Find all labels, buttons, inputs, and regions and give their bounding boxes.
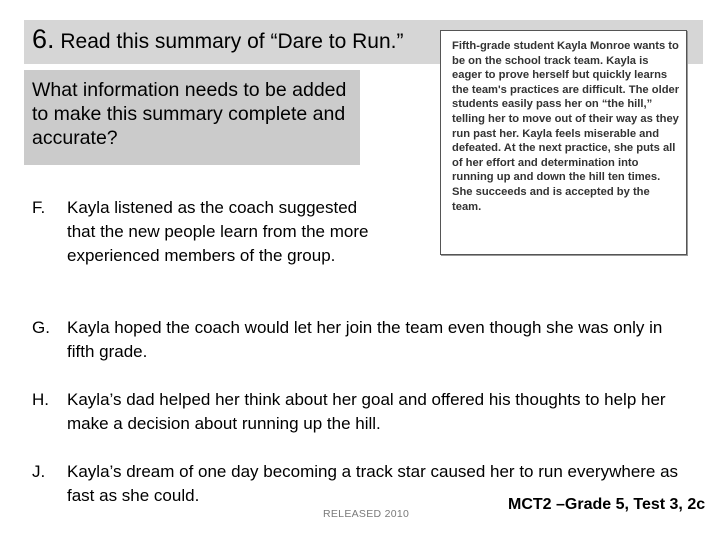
choice-letter: H.	[32, 390, 49, 409]
test-code-label: MCT2 –Grade 5, Test 3, 2c	[508, 496, 706, 513]
choice-text: Kayla’s dream of one day becoming a track star caused her to run everywhere as fast as she could.	[67, 462, 679, 505]
answer-choice-h[interactable]	[32, 388, 682, 436]
choice-letter: J.	[32, 462, 46, 481]
question-number: 6.	[32, 24, 55, 54]
answer-choice-f[interactable]	[32, 196, 382, 268]
choice-text: Kayla’s dad helped her think about her goal and offered his thoughts to help her make a decision about running up the hill.	[67, 390, 666, 433]
question-title	[32, 24, 404, 55]
question-title-text: Read this summary of “Dare to Run.”	[60, 30, 404, 53]
choice-text: Kayla hoped the coach would let her join the team even though she was only in fifth grade.	[67, 318, 663, 361]
choice-letter: F.	[32, 198, 46, 217]
question-prompt: What information needs to be added to make this summary complete and accurate?	[32, 79, 347, 149]
released-label: RELEASED 2010	[323, 508, 410, 520]
choice-letter: G.	[32, 318, 50, 337]
answer-choice-g[interactable]	[32, 316, 682, 364]
summary-text: Fifth-grade student Kayla Monroe wants to be on the school track team. Kayla is eager to prove herself but quickly learns the team's practices are difficult. The older students easily pass her on “the hill,” telling her to move out of their way as they run past her. Kayla feels miserable and defeated. At the next practice, she puts all of her effort and determination into running up and down the hill ten times. She succeeds and is accepted by the team.	[452, 40, 680, 213]
summary-box	[440, 30, 687, 255]
choice-text: Kayla listened as the coach suggested that the new people learn from the more experienced members of the group.	[67, 198, 369, 265]
